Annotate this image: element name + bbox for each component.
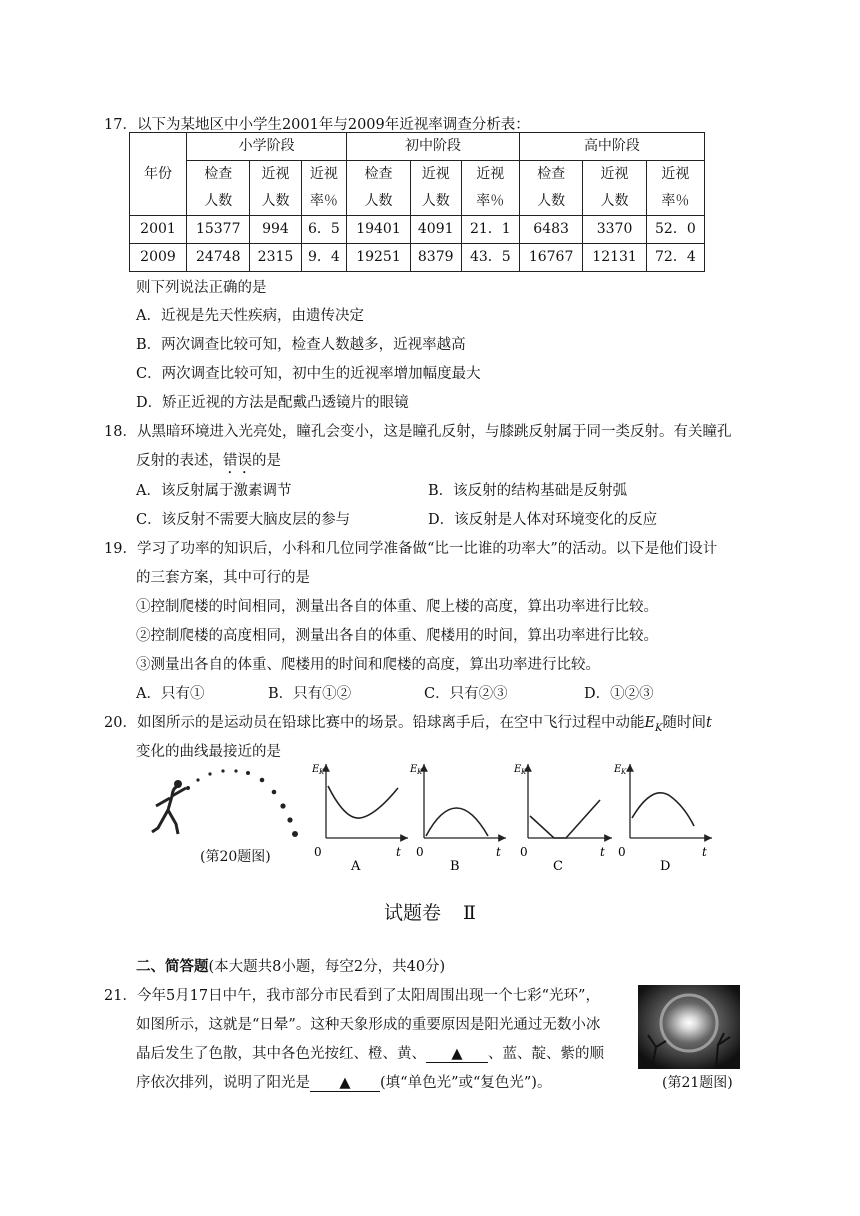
q17-option-b: B．两次调查比较可知，检查人数越多，近视率越高 (136, 337, 466, 353)
q19-line1: 19．学习了功率的知识后，小科和几位同学准备做“比一比谁的功率大”的活动。以下是他们设计 (104, 541, 718, 557)
axis-ek-sub: K (521, 768, 527, 776)
cell: 994 (250, 216, 301, 244)
origin-label: 0 (416, 845, 424, 859)
graph-label-d: D (660, 859, 671, 874)
axis-t-label: t (496, 845, 501, 859)
graph-c (513, 764, 612, 874)
cell: 24748 (187, 244, 250, 272)
t-symbol: t (706, 715, 712, 731)
cell: 8379 (410, 244, 461, 272)
cell: 15377 (187, 216, 250, 244)
cell: 52．0 (646, 216, 704, 244)
curve-c (530, 800, 600, 838)
subheader: 人数 (410, 188, 461, 216)
q20-line1: 20．如图所示的是运动员在铅球比赛中的场景。铅球离手后，在空中飞行过程中动能$E_K$随时间t (104, 715, 712, 734)
q17-number: 17． (104, 117, 137, 133)
axis-ek-sub: K (417, 768, 423, 776)
row-year: 2009 (130, 244, 187, 272)
subheader: 人数 (347, 188, 410, 216)
table-group-junior: 初中阶段 (347, 133, 520, 161)
q19-plan-2: ②控制爬楼的高度相同，测量出各自的体重、爬楼用的时间，算出功率进行比较。 (136, 628, 658, 644)
axis-ek-sub: K (621, 768, 627, 776)
curve-b (426, 808, 488, 836)
q17-option-a: A．近视是先天性疾病，由遗传决定 (136, 308, 364, 324)
subheader: 检查 (187, 161, 250, 189)
subheader: 率％ (461, 188, 519, 216)
subheader: 人数 (519, 188, 582, 216)
section-header-rest: (本大题共8小题，每空2分，共40分) (208, 959, 446, 975)
curve-a (328, 786, 398, 818)
q18-option-d: D．该反射是人体对环境变化的反应 (428, 512, 658, 528)
subheader: 近视 (646, 161, 704, 189)
emphasis-wrong: 错误 (223, 453, 252, 469)
q19-option-b: B．只有①② (268, 686, 352, 702)
subheader: 检查 (519, 161, 582, 189)
table-group-senior: 高中阶段 (519, 133, 704, 161)
axis-ek-label: E (514, 764, 522, 775)
table-row (130, 244, 705, 272)
q19-option-a: A．只有① (136, 686, 205, 702)
subheader: 近视 (583, 161, 646, 189)
q21-line4: 序依次排列，说明了阳光是 ▲ (填“单色光”或“复色光”)。 (136, 1075, 552, 1091)
halo-photo (638, 985, 740, 1069)
curve-d (632, 793, 694, 826)
table-year-header: 年份 (130, 133, 187, 216)
table-row (130, 216, 705, 244)
cell: 12131 (583, 244, 646, 272)
graph-b (409, 764, 506, 874)
section-header (136, 955, 445, 976)
cell: 72．4 (646, 244, 704, 272)
axis-t-label: t (396, 845, 401, 859)
table-group-primary: 小学阶段 (187, 133, 347, 161)
athlete-head (174, 780, 182, 788)
subheader: 人数 (583, 188, 646, 216)
q17-prompt: 则下列说法正确的是 (136, 280, 267, 296)
subheader: 近视 (301, 161, 347, 189)
q19-plan-3: ③测量出各自的体重、爬楼用的时间和爬楼的高度，算出功率进行比较。 (136, 657, 600, 673)
axis-t-label: t (702, 845, 707, 859)
cell: 43．5 (461, 244, 519, 272)
trajectory-dots (186, 769, 298, 837)
subheader: 近视 (250, 161, 301, 189)
subheader: 率％ (301, 188, 347, 216)
section-title (0, 898, 860, 925)
cell: 16767 (519, 244, 582, 272)
answer-blank-2[interactable]: ▲ (310, 1075, 380, 1092)
origin-label: 0 (314, 845, 322, 859)
q17-stem: 17．以下为某地区中小学生2001年与2009年近视率调查分析表： (104, 117, 530, 133)
q19-option-d: D．①②③ (584, 686, 654, 702)
myopia-survey-table (129, 132, 705, 272)
axis-ek-label: E (410, 764, 418, 775)
q18-option-b: B．该反射的结构基础是反射弧 (428, 483, 628, 499)
cell: 3370 (583, 216, 646, 244)
q18-line2: 反射的表述，错误的是 (136, 453, 281, 469)
graph-label-a: A (351, 859, 361, 874)
section-title-text: 试题卷 (384, 902, 442, 924)
subheader: 率％ (646, 188, 704, 216)
ek-subscript: K (655, 722, 663, 734)
q17-option-c: C．两次调查比较可知，初中生的近视率增加幅度最大 (136, 366, 481, 382)
cell: 19251 (347, 244, 410, 272)
ek-symbol: E (644, 715, 656, 731)
answer-blank-1[interactable]: ▲ (426, 1046, 488, 1063)
origin-label: 0 (520, 845, 528, 859)
subheader: 近视 (461, 161, 519, 189)
q19-option-c: C．只有②③ (424, 686, 508, 702)
q19-number: 19． (104, 541, 137, 557)
shot-put-figure (148, 762, 308, 842)
axis-ek-sub: K (319, 768, 325, 776)
graph-label-b: B (450, 859, 460, 874)
q18-number: 18． (104, 424, 137, 440)
axis-ek-label: E (614, 764, 622, 775)
q18-option-c: C．该反射不需要大脑皮层的参与 (136, 512, 351, 528)
q21-line3: 晶后发生了色散，其中各色光按红、橙、黄、 ▲ 、蓝、靛、紫的顺 (136, 1046, 604, 1062)
axis-t-label: t (600, 845, 605, 859)
q18-option-a: A．该反射属于激素调节 (136, 483, 292, 499)
cell: 4091 (410, 216, 461, 244)
cell: 2315 (250, 244, 301, 272)
q17-option-d: D．矫正近视的方法是配戴凸透镜片的眼镜 (136, 395, 409, 411)
ek-graphs (310, 760, 720, 880)
athlete-body (152, 786, 186, 834)
cell: 6483 (519, 216, 582, 244)
q18-line1: 18．从黑暗环境进入光亮处，瞳孔会变小，这是瞳孔反射，与膝跳反射属于同一类反射。有关瞳孔 (104, 424, 732, 440)
q21-number: 21． (104, 988, 137, 1004)
q21-fig-caption: (第21题图) (662, 1075, 733, 1091)
q21-line1: 21．今年5月17日中午，我市部分市民看到了太阳周围出现一个七彩“光环”， (104, 988, 600, 1004)
cell: 21．1 (461, 216, 519, 244)
cell: 6．5 (301, 216, 347, 244)
row-year: 2001 (130, 216, 187, 244)
axis-ek-label: E (312, 764, 320, 775)
origin-label: 0 (618, 845, 626, 859)
q19-line2: 的三套方案，其中可行的是 (136, 570, 310, 586)
q20-line2: 变化的曲线最接近的是 (136, 744, 281, 760)
subheader: 人数 (187, 188, 250, 216)
subheader: 近视 (410, 161, 461, 189)
graph-a (311, 764, 408, 874)
q20-number: 20． (104, 715, 137, 731)
graph-d (613, 764, 712, 874)
graph-label-c: C (553, 859, 563, 874)
subheader: 人数 (250, 188, 301, 216)
section-header-bold: 二、简答题 (136, 958, 209, 975)
cell: 19401 (347, 216, 410, 244)
subheader: 检查 (347, 161, 410, 189)
cell: 9．4 (301, 244, 347, 272)
q19-plan-1: ①控制爬楼的时间相同，测量出各自的体重、爬上楼的高度，算出功率进行比较。 (136, 599, 658, 615)
section-roman: Ⅱ (463, 902, 476, 924)
q20-fig-caption: (第20题图) (200, 849, 271, 865)
q21-line2: 如图所示，这就是“日晕”。这种天象形成的重要原因是阳光通过无数小冰 (136, 1017, 601, 1033)
